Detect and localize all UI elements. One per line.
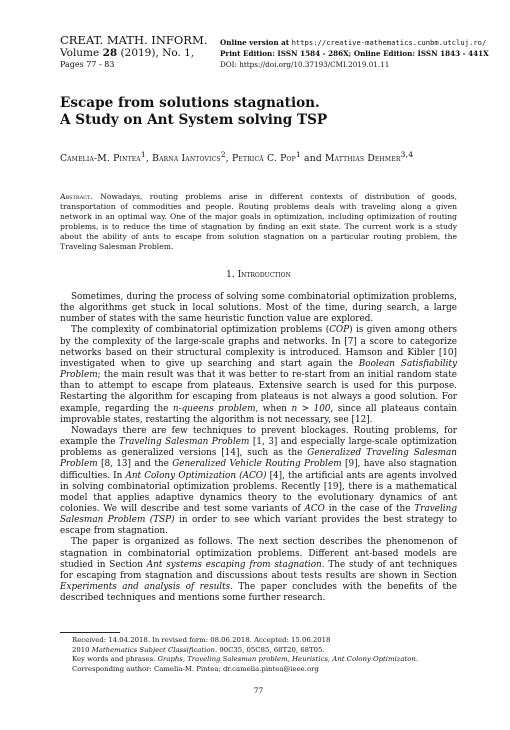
footnote-divider <box>60 632 120 633</box>
journal-name: CREAT. MATH. INFORM. <box>60 33 208 47</box>
paragraph: Sometimes, during the process of solving some combinatorial optimization problems, the algorithms get stuck in local solutions. Most of the time, during search, a large number of states with the same heuristic function value are explored. <box>60 292 457 325</box>
online-url[interactable]: https://creative-mathematics.cunbm.utcluj.ro/ <box>291 38 487 47</box>
paragraph: Nowadays there are few techniques to prevent blockages. Routing problems, for example the Traveling Salesman Problem [1, 3] and especially large-scale optimization problems as generalized versions [14], such as the Generalized Traveling Salesman Problem [8, 13] and the Generalized Vehicle Routing Problem [9], have also stagnation difficulties. In Ant Colony Optimization (ACO) [4], the artificial ants are agents involved in solving combinatorial optimization problems. Recently [19], there is a mathematical model that applies adaptive dynamics theory to the evolutionary dynamics of ant colonies. We will describe and test some variants of ACO in the case of the Traveling Salesman Problem (TSP) in order to see which variant provides the best strategy to escape from stagnation. <box>60 425 458 537</box>
abstract-text: Nowadays, routing problems arise in different contexts of distribution of goods, transportation of commodities and people. Routing problems deals with traveling along a given network in an optimal way. One of the major goals in optimization, including optimization of routing problems, is to reduce the time of stagnation by finding an exit state. The current work is a study about the ability of ants to escape from solution stagnation on a particular routing problem, the Traveling Salesman Problem. <box>60 192 457 251</box>
paper-title: Escape from solutions stagnation. A Study on Ant System solving TSP <box>60 95 328 128</box>
page-number: 77 <box>253 686 264 695</box>
author-list: Camelia-M. Pintea$^1$, Barna Iantovics$^2$, Petrică C. Pop$^1$ and Matthias Dehmer$^{3,4}$ <box>60 150 414 165</box>
doi-line[interactable]: DOI: https://doi.org/10.37193/CMI.2019.01.11 <box>220 60 390 69</box>
section-heading: 1. Introduction <box>226 270 291 280</box>
publication-info <box>220 37 490 70</box>
msc-classification: 2010 Mathematics Subject Classification. 90C35, 05C85, 68T20, 68T05. <box>72 645 325 654</box>
online-version: Online version at https://creative-mathematics.cunbm.utcluj.ro/ <box>220 38 487 47</box>
corresponding-author: Corresponding author: Camelia-M. Pintea; dr.camelia.pintea@ieee.org <box>72 664 319 673</box>
volume-info: Volume 28 (2019), No. 1, <box>60 46 195 59</box>
page-range: Pages 77 - 83 <box>60 60 115 69</box>
paragraph: The complexity of combinatorial optimization problems (COP) is given among others by the complexity of the large-scale graphs and networks. In [7] a score to categorize networks based on their structural complexity is introduced. Hamson and Kibler [10] investigated when to give up searching and start again the Boolean Satisfiability Problem; the main result was that it was better to re-start from an initial random state than to attempt to escape from plateaus. Extensive search is used for this purpose. Restarting the algorithm for escaping from plateaus is not always a good solution. For example, regarding the n-queens problem, when n > 100, since all plateaus contain improvable states, restarting the algorithm is not necessary, see [12]. <box>60 325 458 425</box>
abstract-label: Abstract. <box>60 192 93 201</box>
journal-header <box>60 34 230 72</box>
abstract <box>60 192 457 252</box>
issn-line: Print Edition: ISSN 1584 - 286X; Online Edition: ISSN 1843 - 441X <box>220 49 489 58</box>
keywords: Key words and phrases. Graphs, Traveling Salesman problem, Heuristics, Ant Colony Optimizaton. <box>72 655 419 664</box>
body-text <box>60 292 457 604</box>
footnotes <box>72 636 462 674</box>
paragraph: The paper is organized as follows. The next section describes the phenomenon of stagnation in combinatorial optimization problems. Different ant-based models are studied in Section Ant systems escaping from stagnation. The study of ant techniques for escaping from stagnation and discussions about tests results are shown in Section Experiments and analysis of results. The paper concludes with the benefits of the described techniques and mentions some further research. <box>60 537 457 604</box>
received-dates: Received: 14.04.2018. In revised form: 08.06.2018. Accepted: 15.06.2018 <box>72 636 331 644</box>
